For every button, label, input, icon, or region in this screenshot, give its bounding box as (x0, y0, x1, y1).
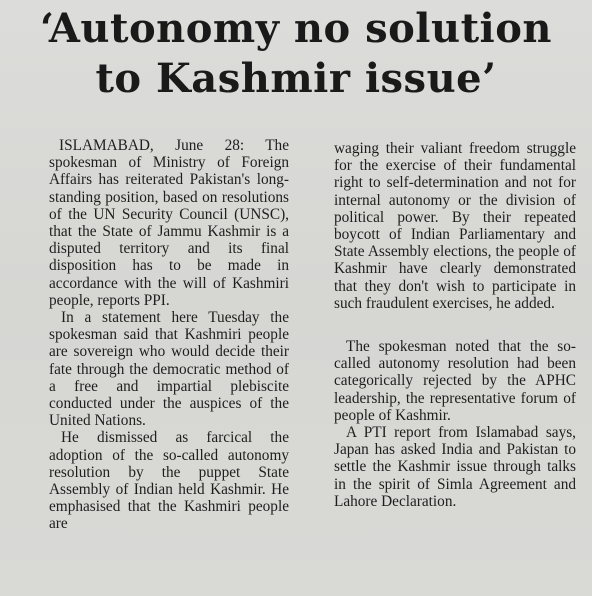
left-column (49, 137, 289, 533)
right-column (334, 140, 576, 510)
paragraph-dateline: ISLAMABAD, June 28: The spokesman of Ministry of Foreign Affairs has reiterated Pakistan's long-standing position, based on resolutions of the UN Security Council (UNSC), that the State of Jammu Kashmir is a disputed territory and its final disposition has to be made in accordance with the will of Kashmiri people, reports PPI. (49, 137, 289, 309)
paragraph-dismissal: He dismissed as farcical the adoption of the so-called autonomy resolution by the puppet State Assembly of Indian held Kashmir. He emphasised that the Kashmiri people are (49, 429, 289, 533)
paragraph-rejection: The spokesman noted that the so-called autonomy resolution had been categorically rejected by the APHC leadership, the representative forum of people of Kashmir. (334, 338, 576, 424)
headline-line-1: ‘Autonomy no solution (39, 5, 553, 52)
paragraph-continuation: waging their valiant freedom struggle for the exercise of their fundamental right to self-determination and not for internal autonomy or the division of political power. By their repeated boycott of Indian Parliamentary and State Assembly elections, the people of Kashmir have clearly demonstrated that they don't wish to participate in such fraudulent exercises, he added. (334, 140, 576, 312)
headline-line-2: to Kashmir issue’ (95, 55, 497, 102)
headline (0, 4, 592, 104)
paragraph-pti-report: A PTI report from Islamabad says, Japan has asked India and Pakistan to settle the Kashmir issue through talks in the spirit of Simla Agreement and Lahore Declaration. (334, 424, 576, 510)
paragraph-statement: In a statement here Tuesday the spokesman said that Kashmiri people are sovereign who would decide their fate through the democratic method of a free and impartial plebiscite conducted under the auspices of the United Nations. (49, 309, 289, 430)
